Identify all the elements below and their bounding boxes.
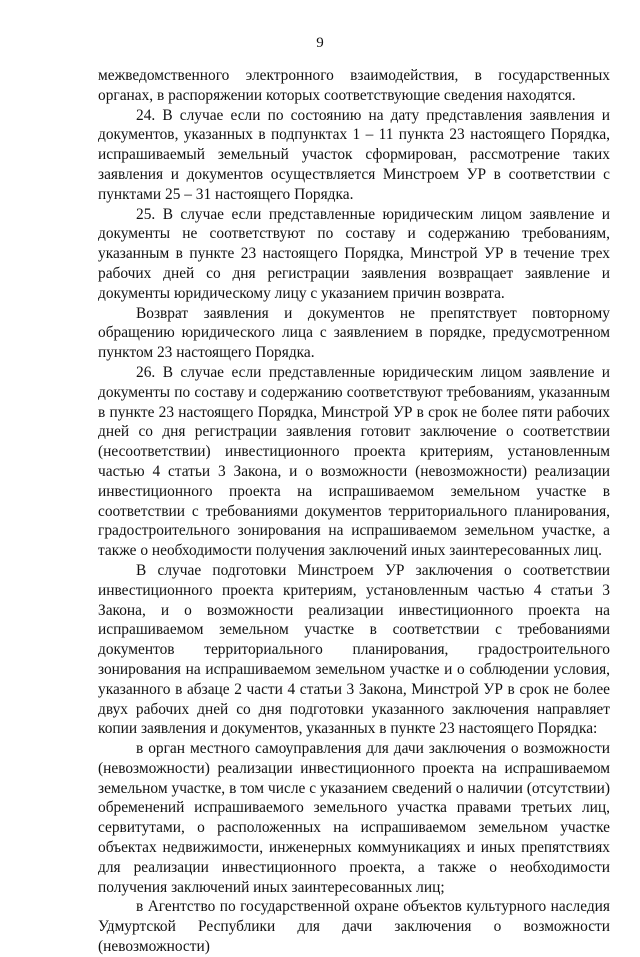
- paragraph: в Агентство по государственной охране объектов культурного наследия Удмуртской Республики для дачи заключения о возможности (невозможности): [98, 898, 610, 956]
- paragraph: в орган местного самоуправления для дачи заключения о возможности (невозможности) реализации инвестиционного проекта на испрашиваемом земельном участке, в том числе с указанием сведений о наличии (отсутствии) обременений испрашиваемого земельного участка правами третьих лиц, сервитутами, о расположенных на испрашиваемом земельном участке объектах недвижимости, инженерных коммуникациях и иных препятствиях для реализации инвестиционного проекта, а также о необходимости получения заключений иных заинтересованных лиц;: [98, 740, 610, 896]
- paragraph-item-26: 26. В случае если представленные юридическим лицом заявление и документы по составу и содержанию соответствуют требованиям, указанным в пункте 23 настоящего Порядка, Минстрой УР в срок не более пяти рабочих дней со дня регистрации заявления готовит заключение о соответствии (несоответствии) инвестиционного проекта критериям, установленным частью 4 статьи 3 Закона, и о возможности (невозможности) реализации инвестиционного проекта на испрашиваемом земельном участке в соответствии с требованиями документов территориального планирования, градостроительного зонирования на испрашиваемом земельном участке, а также о необходимости получения заключений иных заинтересованных лиц.: [98, 363, 610, 560]
- paragraph: Возврат заявления и документов не препятствует повторному обращению юридического лица с заявлением в порядке, предусмотренном пунктом 23 настоящего Порядка.: [98, 304, 610, 362]
- paragraph-item-25: 25. В случае если представленные юридическим лицом заявление и документы не соответствуют по составу и содержанию требованиям, указанным в пункте 23 настоящего Порядка, Минстрой УР в течение трех рабочих дней со дня регистрации заявления возвращает заявление и документы юридическому лицу с указанием причин возврата.: [98, 205, 610, 302]
- paragraph: межведомственного электронного взаимодействия, в государственных органах, в распоряжении которых соответствующие сведения находятся.: [98, 67, 610, 104]
- page-number: 9: [316, 35, 324, 51]
- paragraph-item-24: 24. В случае если по состоянию на дату представления заявления и документов, указанных в подпунктах 1 – 11 пункта 23 настоящего Порядка, испрашиваемый земельный участок сформирован, рассмотрение таких заявления и документов осуществляется Минстроем УР в соответствии с пунктами 25 – 31 настоящего Порядка.: [98, 106, 610, 203]
- paragraph: В случае подготовки Минстроем УР заключения о соответствии инвестиционного проекта критериям, установленным частью 4 статьи 3 Закона, и о возможности реализации инвестиционного проекта на испрашиваемом земельном участке в соответствии с требованиями документов территориального планирования, градостроительного зонирования на испрашиваемом земельном участке и о соблюдении условия, указанного в абзаце 2 части 4 статьи 3 Закона, Минстрой УР в срок не более двух рабочих дней со дня подготовки указанного заключения направляет копии заявления и документов, указанных в пункте 23 настоящего Порядка:: [98, 561, 610, 738]
- document-body: [98, 66, 610, 957]
